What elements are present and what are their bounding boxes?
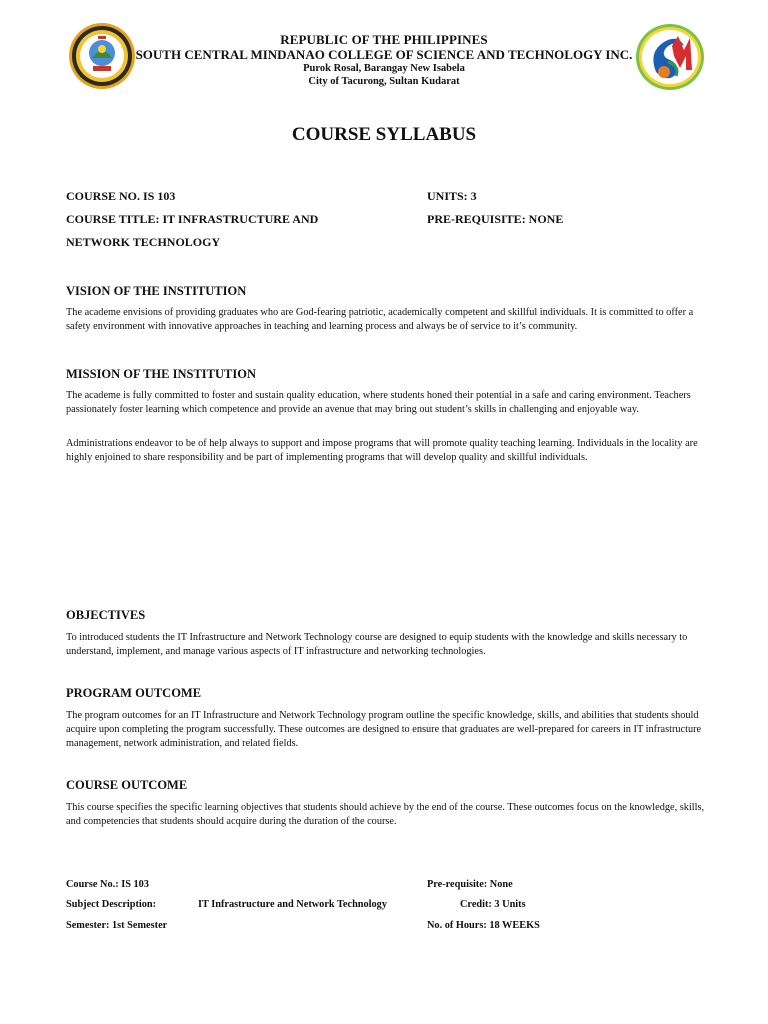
objectives-heading: OBJECTIVES: [66, 608, 146, 622]
footer-credit: Credit: 3 Units: [460, 899, 526, 910]
course-title-line-2: NETWORK TECHNOLOGY: [66, 235, 221, 249]
footer-semester: Semester: 1st Semester: [66, 920, 168, 931]
scm-logo-icon: [634, 22, 706, 92]
mission-paragraph-1: The academe is fully committed to foster and sustain quality education, where students honed their potential in a safe and caring environment. Teachers passionately foster learning which competence and provide an avenue that may bring out student’s skills in challenging and enjoyable way.: [66, 390, 691, 415]
course-units: UNITS: 3: [427, 189, 477, 203]
footer-course-number: Course No.: IS 103: [66, 879, 149, 890]
country-line: REPUBLIC OF THE PHILIPPINES: [280, 32, 488, 47]
address-line-2: City of Tacurong, Sultan Kudarat: [308, 76, 460, 87]
institution-name: SOUTH CENTRAL MINDANAO COLLEGE OF SCIENCE AND TECHNOLOGY INC.: [135, 47, 633, 62]
vision-text: The academe envisions of providing graduates who are God-fearing patriotic, academically competent and skillful individuals. It is committed to offer a safety environment with innovative approaches in teaching and learning process and always be of service to it’s community.: [66, 307, 694, 332]
vision-heading: VISION OF THE INSTITUTION: [66, 284, 247, 298]
institution-header: [120, 32, 648, 88]
footer-subject-value: IT Infrastructure and Network Technology: [198, 899, 387, 910]
course-number: COURSE NO. IS 103: [66, 189, 176, 203]
footer-hours: No. of Hours: 18 WEEKS: [427, 920, 540, 931]
objectives-text: To introduced students the IT Infrastructure and Network Technology course are designed to equip students with the knowledge and skills necessary to understand, implement, and manage various aspects of IT infrastructure and networking technologies.: [66, 632, 688, 657]
course-title-line-1: COURSE TITLE: IT INFRASTRUCTURE AND: [66, 212, 319, 226]
footer-prerequisite: Pre-requisite: None: [427, 879, 513, 890]
program-outcome-heading: PROGRAM OUTCOME: [66, 686, 202, 700]
program-outcome-text: The program outcomes for an IT Infrastructure and Network Technology program outline the specific knowledge, skills, and abilities that students should acquire upon completing the program successfully. These outcomes are designed to ensure that graduates are well-prepared for careers in IT infrastructure management, network administration, and related fields.: [66, 710, 702, 749]
course-outcome-text: This course specifies the specific learning objectives that students should achieve by the end of the course. These outcomes focus on the knowledge, skills, and competencies that students should acquire during the duration of the course.: [66, 802, 705, 827]
mission-heading: MISSION OF THE INSTITUTION: [66, 367, 256, 381]
footer-subject-label: Subject Description:: [66, 899, 157, 910]
course-outcome-heading: COURSE OUTCOME: [66, 778, 188, 792]
mission-paragraph-2: Administrations endeavor to be of help always to support and impose programs that will promote quality teaching learning. Individuals in the locality are highly enjoined to share responsibility and be part of implementing programs that will develop quality and skillful individuals.: [66, 438, 698, 463]
document-title: COURSE SYLLABUS: [291, 124, 477, 145]
address-line-1: Purok Rosal, Barangay New Isabela: [303, 63, 465, 74]
course-prerequisite: PRE-REQUISITE: NONE: [427, 212, 564, 226]
